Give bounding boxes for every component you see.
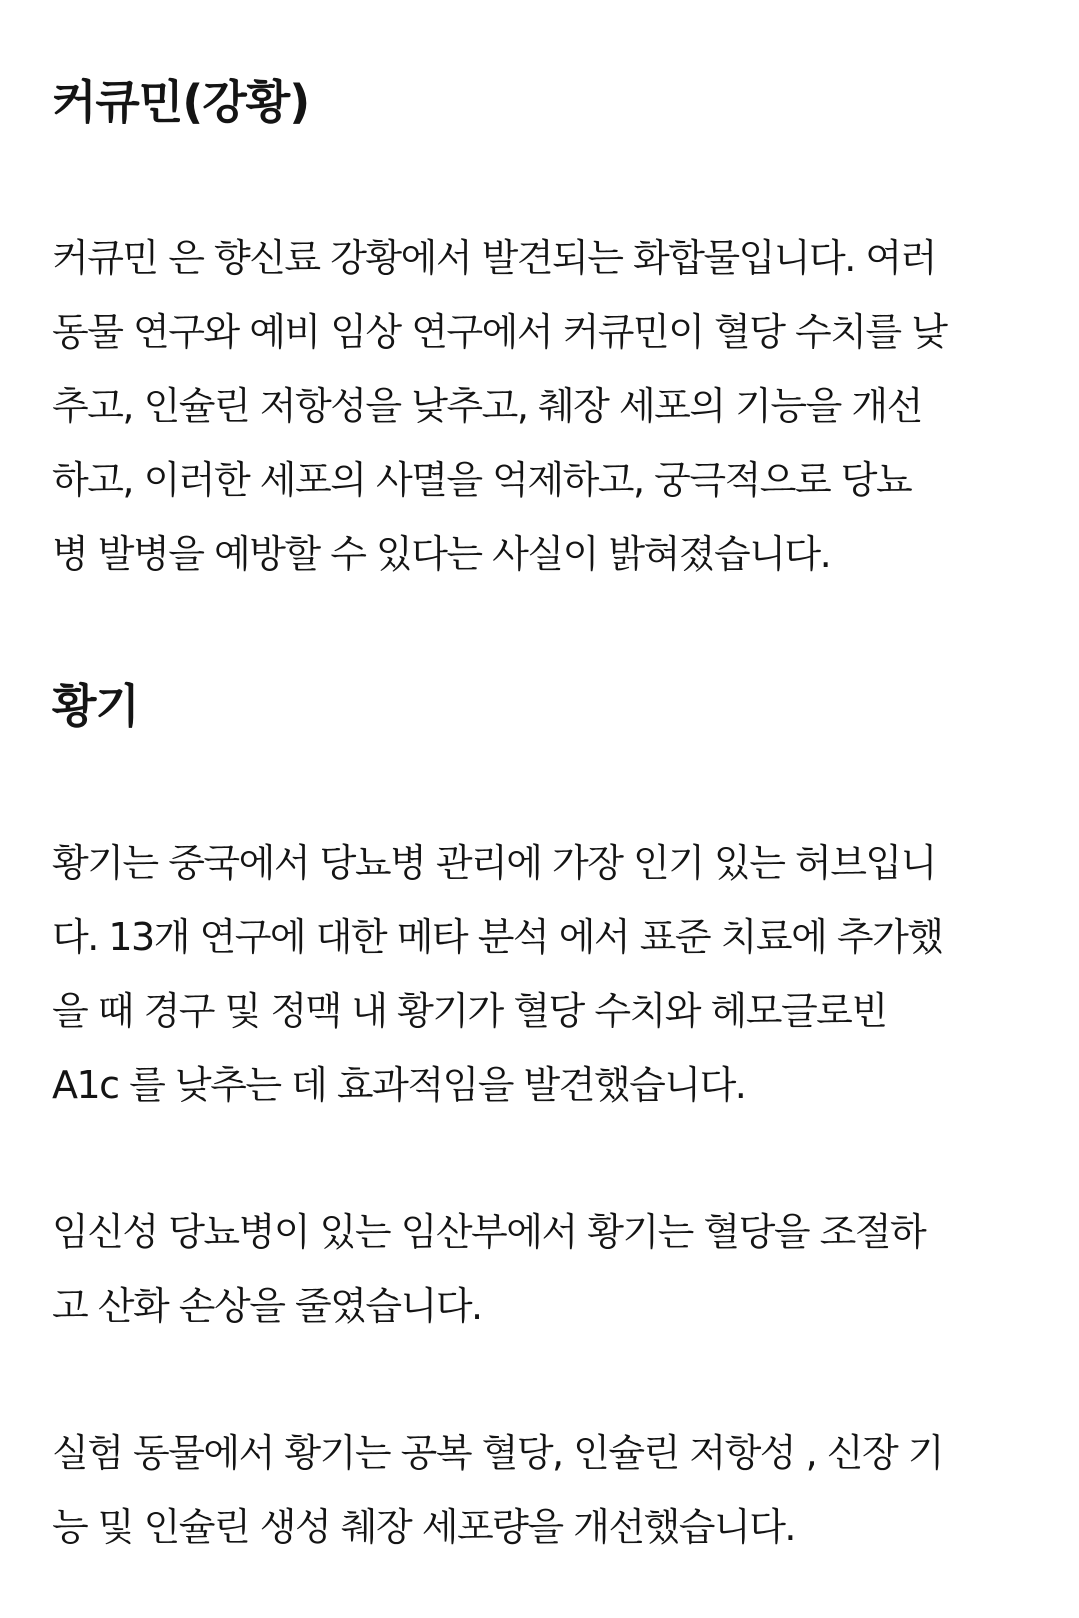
text-line: 동물 연구와 예비 임상 연구에서 커큐민이 혈당 수치를 낮 bbox=[52, 310, 947, 354]
section-heading-curcumin: 커큐민(강황) bbox=[52, 75, 310, 129]
text-line: A1c 를 낮추는 데 효과적임을 발견했습니다. bbox=[52, 1063, 746, 1107]
section-heading-astragalus: 황기 bbox=[52, 679, 139, 733]
text-line: 병 발병을 예방할 수 있다는 사실이 밝혀졌습니다. bbox=[52, 532, 831, 576]
text-line: 실험 동물에서 황기는 공복 혈당, 인슐린 저항성 , 신장 기 bbox=[52, 1431, 943, 1475]
text-line: 커큐민 은 향신료 강황에서 발견되는 화합물입니다. 여러 bbox=[52, 236, 936, 280]
text-line: 다. 13개 연구에 대한 메타 분석 에서 표준 치료에 추가했 bbox=[52, 915, 943, 959]
text-line: 추고, 인슐린 저항성을 낮추고, 췌장 세포의 기능을 개선 bbox=[52, 384, 922, 428]
text-line: 황기는 중국에서 당뇨병 관리에 가장 인기 있는 허브입니 bbox=[52, 841, 936, 885]
text-line: 능 및 인슐린 생성 췌장 세포량을 개선했습니다. bbox=[52, 1505, 796, 1549]
text-line: 고 산화 손상을 줄였습니다. bbox=[52, 1284, 482, 1328]
text-line: 임신성 당뇨병이 있는 임산부에서 황기는 혈당을 조절하 bbox=[52, 1210, 926, 1254]
text-line: 하고, 이러한 세포의 사멸을 억제하고, 궁극적으로 당뇨 bbox=[52, 458, 912, 502]
text-line: 을 때 경구 및 정맥 내 황기가 혈당 수치와 헤모글로빈 bbox=[52, 989, 887, 1033]
